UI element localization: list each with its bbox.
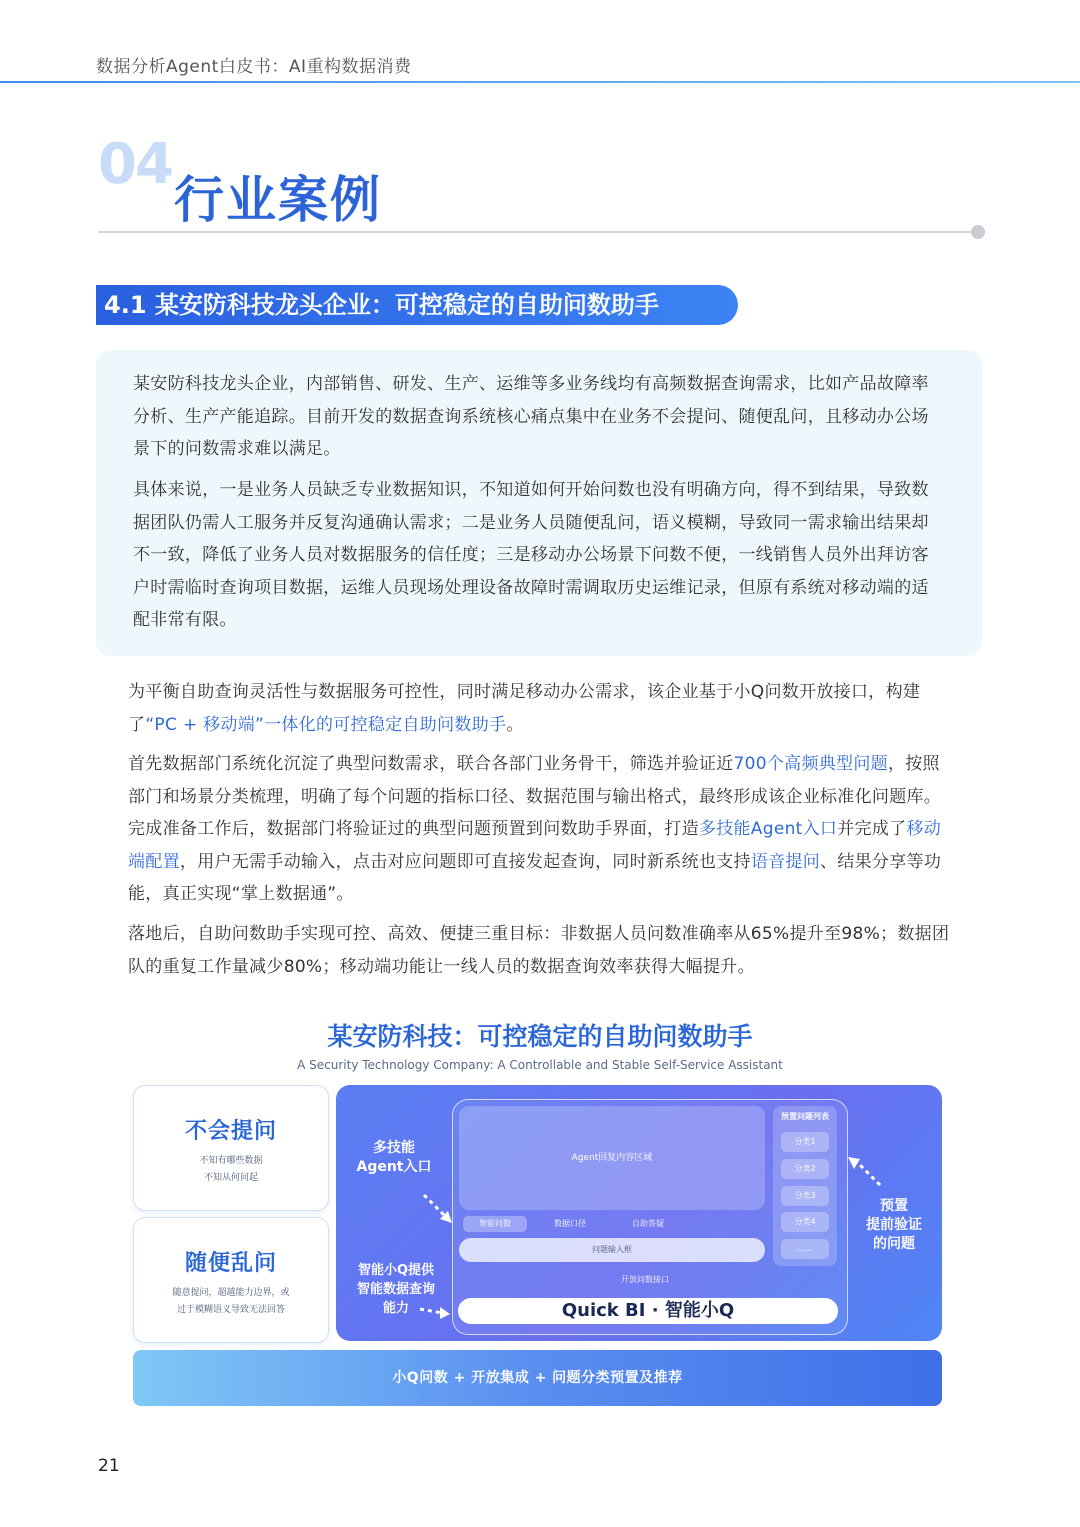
- body-paragraph-3: 落地后，自助问数助手实现可控、高效、便捷三重目标：非数据人员问数准确率从65%提升至98%；数据团队的重复工作量减少80%；移动端功能让一线人员的数据查询效率获得大幅提升。: [128, 924, 950, 977]
- note-line: 能力: [382, 1301, 409, 1316]
- note-line: 提前验证: [866, 1217, 922, 1233]
- arrow-capability-head: [440, 1307, 450, 1319]
- pain-title: 不会提问: [184, 1119, 277, 1144]
- text: 首先数据部门系统化沉淀了典型问数需求，联合各部门业务骨干，筛选并验证近: [128, 754, 734, 774]
- text: ，按照部门和场景分类梳理，明确了每个问题的指标口径、数据范围与输出格式，最终形成该企业标准化问题库。完成准备工作后，数据部门将验证过的典型问题预置到问数助手界面，打造: [128, 754, 942, 839]
- note-line: 智能数据查询: [356, 1282, 435, 1297]
- chapter-number: 04: [98, 132, 172, 197]
- highlight-text: “PC + 移动端”一体化的可控稳定自助问数助手: [145, 714, 507, 735]
- arrow-capability-dashes: [420, 1309, 442, 1313]
- open-api-label: 开放问数接口: [621, 1275, 669, 1284]
- pain-desc-line: 过于模糊语义导致无法回答: [176, 1305, 285, 1315]
- category-item[interactable]: 分类2: [781, 1159, 829, 1179]
- tab-data-definition[interactable]: 数据口径: [554, 1219, 586, 1228]
- text: 并完成了: [837, 819, 907, 839]
- note-line: 预置: [880, 1198, 908, 1214]
- category-item[interactable]: ……: [781, 1239, 829, 1259]
- figure-title: 某安防科技：可控稳定的自助问数助手: [327, 1022, 753, 1051]
- pain-desc-line: 随意提问，超越能力边界，或: [172, 1288, 290, 1298]
- page-number: 21: [98, 1456, 120, 1476]
- pain-title: 随便乱问: [184, 1251, 277, 1276]
- body-paragraph-1: [128, 676, 950, 741]
- pain-desc-line: 不知有哪些数据: [199, 1156, 263, 1166]
- note-line: 多技能: [373, 1140, 415, 1156]
- intro-paragraph-1: 某安防科技龙头企业，内部销售、研发、生产、运维等多业务线均有高频数据查询需求，比如产品故障率分析、生产产能追踪。目前开发的数据查询系统核心痛点集中在业务不会提问、随便乱问，且移动办公场景下的问数需求难以满足。: [133, 374, 929, 459]
- intro-paragraph-2: 具体来说，一是业务人员缺乏专业数据知识，不知道如何开始问数也没有明确方向，得不到结果，导致数据团队仍需人工服务并反复沟通确认需求；二是业务人员随便乱问，语义模糊，导致同一需求输出结果却不一致，降低了业务人员对数据服务的信任度；三是移动办公场景下问数不便，一线销售人员外出拜访客户时需临时查询项目数据，运维人员现场处理设备故障时需调取历史运维记录，但原有系统对移动端的适配非常有限。: [133, 480, 929, 630]
- chapter-rule-dot: [971, 225, 985, 239]
- header-title: 数据分析Agent白皮书：AI重构数据消费: [96, 57, 412, 77]
- text: 。: [506, 714, 524, 735]
- text: ，用户无需手动输入，点击对应问题即可直接发起查询，同时新系统也支持: [179, 851, 751, 872]
- arrow-preset-dashes: [858, 1163, 880, 1185]
- pain-desc: [134, 1153, 328, 1187]
- question-input[interactable]: 问题输入框: [459, 1238, 765, 1262]
- pain-desc: [134, 1285, 328, 1319]
- category-item[interactable]: 分类4: [781, 1212, 829, 1232]
- pain-card-cant-ask: [133, 1085, 329, 1211]
- figure-bottom-bar: 小Q问数 + 开放集成 + 问题分类预置及推荐: [133, 1350, 942, 1406]
- category-item[interactable]: 分类3: [781, 1186, 829, 1206]
- arrow-preset-head: [848, 1157, 860, 1169]
- text: 为平衡自助查询灵活性与数据服务可控性，同时满足移动办公需求，该企业基于小Q问数开放接口，构建了: [128, 682, 921, 735]
- arrow-agent-dashes: [424, 1195, 446, 1217]
- note-line: Agent入口: [356, 1159, 432, 1175]
- chapter-rule: [98, 231, 974, 233]
- category-item[interactable]: 分类1: [781, 1132, 829, 1152]
- preset-list-header: 预置问题列表: [781, 1112, 829, 1121]
- body-paragraph-2: [128, 748, 950, 911]
- quickbi-brand: Quick BI · 智能小Q: [458, 1298, 838, 1324]
- tab-self-service[interactable]: 自助答疑: [632, 1219, 664, 1228]
- note-line: 的问题: [873, 1236, 915, 1252]
- note-line: 智能小Q提供: [357, 1263, 435, 1278]
- highlight-text: 多技能Agent入口: [698, 819, 838, 839]
- tab-smart-query[interactable]: 智能问数: [463, 1216, 527, 1232]
- section-title: 4.1 某安防科技龙头企业：可控稳定的自助问数助手: [96, 285, 738, 325]
- highlight-text: 移动端配置: [128, 819, 942, 872]
- text: 、结果分享等功能，真正实现“掌上数据通”。: [128, 851, 942, 904]
- header-divider: [0, 81, 1080, 83]
- figure-subtitle: A Security Technology Company: A Controllable and Stable Self-Service Assistant: [297, 1058, 783, 1072]
- pain-card-random-ask: [133, 1217, 329, 1343]
- pain-desc-line: 不知从何问起: [203, 1173, 258, 1183]
- agent-reply-area: Agent回复内容区域: [459, 1106, 765, 1210]
- chapter-title: 行业案例: [174, 171, 382, 229]
- highlight-text: 语音提问: [750, 851, 821, 872]
- highlight-text: 700个高频典型问题: [733, 754, 888, 774]
